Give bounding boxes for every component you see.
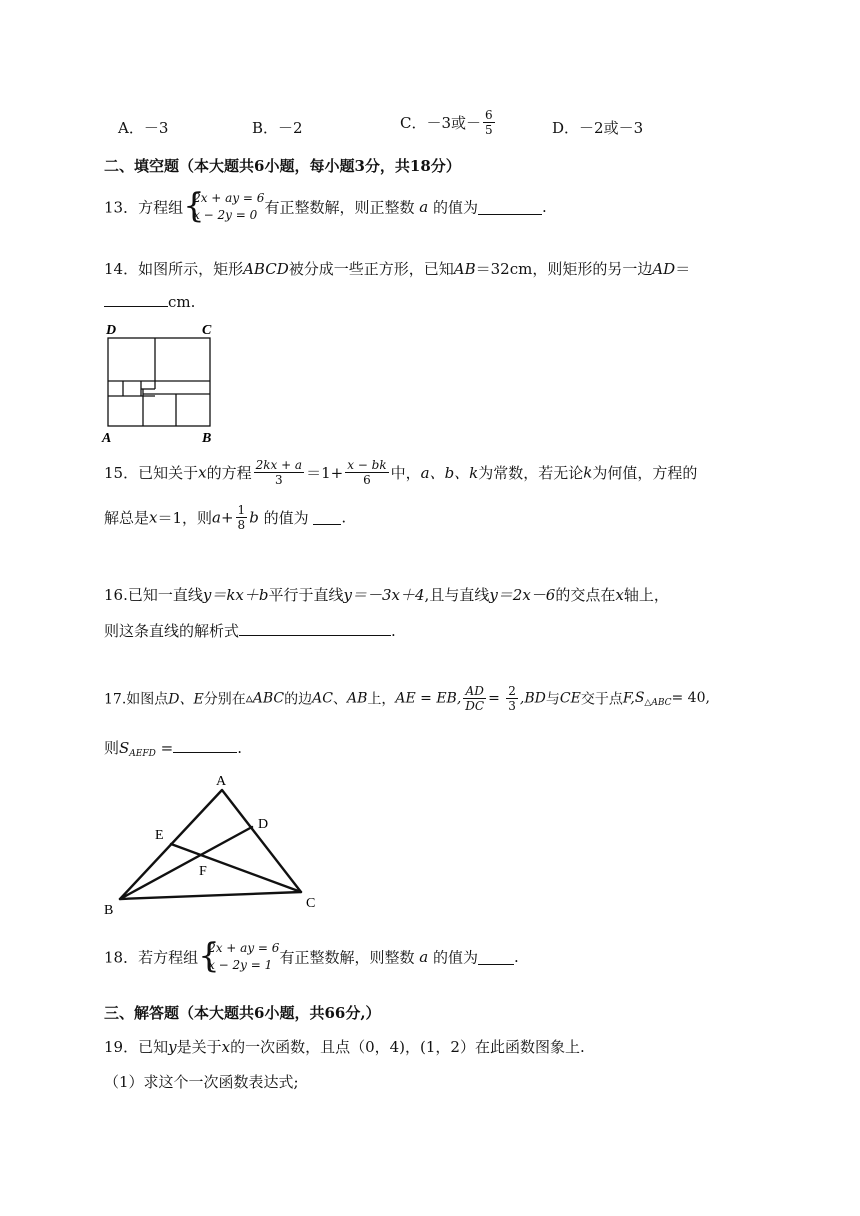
question-19-part1: （1）求这个一次函数表达式; [104,1073,299,1091]
fraction-x-bk-over-6: $\frac{x - bk}{6}$ [347,458,387,487]
segment-bd [120,827,252,899]
answer-blank [313,510,341,525]
label-c: C [202,323,212,338]
question-15-line1: 15．已知关于x的方程 $\frac{2kx + a}{3}$ ＝1+ $\frac{x - bk}{6}$ 中，a、b、k为常数，若无论k为何值，方程的 [104,458,698,487]
label-f: F [199,864,207,879]
label-e: E [155,828,164,843]
triangle-figure [100,768,330,920]
answer-blank [173,738,237,753]
question-18: 18．若方程组 { 2x + ay = 6 x − 2y = 1 有正整数解，则整数 a 的值为 . [104,936,519,976]
answer-blank [239,621,391,636]
question-14-line2: cm. [104,292,195,311]
fraction-2kx-a-over-3: $\frac{2kx + a}{3}$ [255,458,303,487]
question-19-line1: 19．已知y是关于x的一次函数，且点（0，4)，(1，2）在此函数图象上. [104,1038,585,1056]
question-16-line2: 则这条直线的解析式 . [104,622,396,640]
option-b: B．－2 [252,119,303,137]
question-14-line1: 14．如图所示，矩形ABCD被分成一些正方形，已知AB＝32cm，则矩形的另一边AD＝ [104,260,691,278]
label-b: B [202,431,212,446]
fraction-1-8: $\frac{1}{8}$ [237,503,246,532]
equation-system: { 2x + ay = 6 x − 2y = 0 [183,186,265,226]
question-16-line1: 16.已知一直线y＝kx＋b平行于直线y＝－3x＋4,且与直线y＝2x－6的交点在x轴上， [104,586,669,604]
label-d: D [258,817,269,832]
label-a: A [102,431,112,446]
section3-heading: 三、解答题（本大题共6小题，共66分,） [104,1004,381,1022]
label-b: B [104,903,114,918]
fraction-ad-dc: $\frac{AD}{DC}$ [465,684,485,713]
question-15-line2: 解总是x＝1，则a+ $\frac{1}{8}$ b 的值为 . [104,503,347,532]
label-a: A [216,774,227,789]
question-13: 13．方程组 { 2x + ay = 6 x − 2y = 0 有正整数解，则正整数 a 的值为 . [104,186,547,226]
question-17-line2: 则$S_{AEFD}$ = . [104,739,242,759]
fraction-2-3: $\frac{2}{3}$ [508,684,516,713]
rectangle-squares-figure [100,318,230,450]
fraction-6-5: $\frac{6}{5}$ [485,108,493,137]
answer-blank [478,950,514,965]
equation-system: { 2x + ay = 6 x − 2y = 1 [198,936,280,976]
answer-blank [478,200,542,215]
answer-blank [104,292,168,307]
section2-heading: 二、填空题（本大题共6小题，每小题3分，共18分） [104,157,461,175]
question-17-line1: 17.如图点D、E分别在▵ABC的边AC、AB上，AE = EB, $\frac{AD}{DC}$ = $\frac{2}{3}$ ,BD与CE交于点$F,S_{\triangle ABC}= 40$, [104,684,710,713]
option-d: D．－2或－3 [552,119,644,137]
label-c: C [306,896,316,911]
option-c: C．－3或－ $\frac{6}{5}$ [400,108,493,137]
option-a: A．－3 [118,119,169,137]
label-d: D [106,323,117,338]
